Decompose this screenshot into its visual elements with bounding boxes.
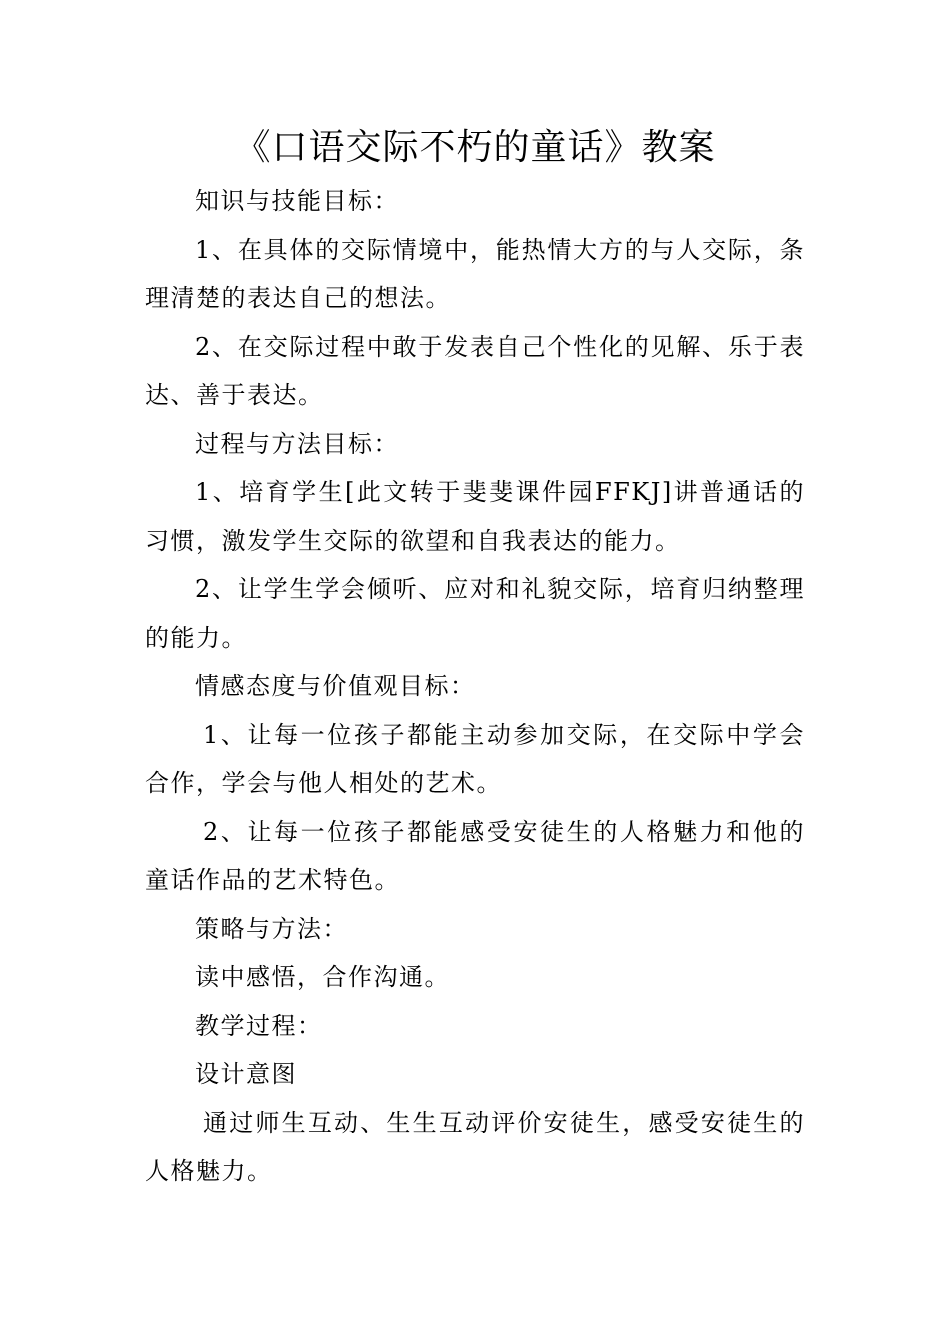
paragraph-process-goals-heading: 过程与方法目标： [195, 429, 399, 458]
document-body [145, 177, 805, 1196]
document-title: 《口语交际不朽的童话》教案 [234, 127, 716, 168]
paragraph-process-goal-1: 1、培育学生[此文转于斐斐课件园FFKJ]讲普通话的习惯，激发学生交际的欲望和自我表达的能力。 [145, 478, 805, 555]
paragraph-emotion-goals-heading: 情感态度与价值观目标： [195, 672, 476, 700]
paragraph-process-goal-2: 2、让学生学会倾听、应对和礼貌交际，培育归纳整理的能力。 [145, 575, 805, 652]
paragraph-design-intent-content: 通过师生互动、生生互动评价安徒生，感受安徒生的人格魅力。 [145, 1108, 805, 1185]
paragraph-design-intent-heading: 设计意图 [195, 1060, 297, 1088]
paragraph-emotion-goal-1: 1、让每一位孩子都能主动参加交际，在交际中学会合作，学会与他人相处的艺术。 [145, 720, 805, 797]
paragraph-knowledge-goal-1: 1、在具体的交际情境中，能热情大方的与人交际，条理清楚的表达自己的想法。 [145, 235, 805, 312]
paragraph-knowledge-goal-2: 2、在交际过程中敢于发表自己个性化的见解、乐于表达、善于表达。 [145, 332, 805, 409]
paragraph-emotion-goal-2: 2、让每一位孩子都能感受安徒生的人格魅力和他的童话作品的艺术特色。 [145, 817, 805, 894]
paragraph-strategy-content: 读中感悟，合作沟通。 [195, 963, 450, 991]
paragraph-strategy-heading: 策略与方法： [195, 914, 348, 943]
paragraph-knowledge-goals-heading: 知识与技能目标： [195, 187, 399, 215]
paragraph-teaching-process-heading: 教学过程： [195, 1011, 323, 1040]
